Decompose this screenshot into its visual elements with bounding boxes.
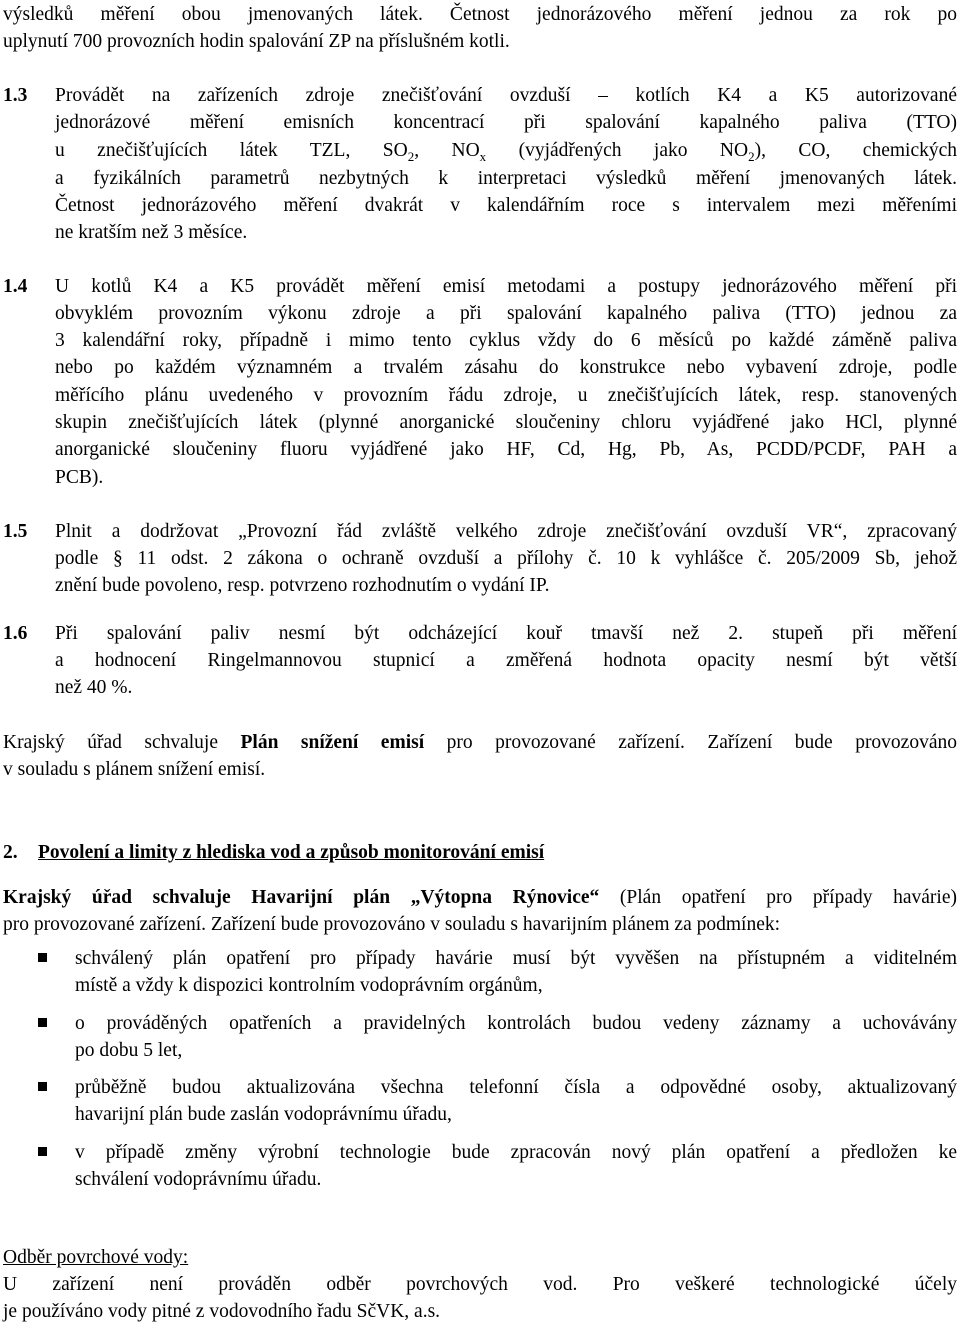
text: u znečišťujících látek TZL, SO — [55, 140, 408, 161]
subscript: 2 — [407, 149, 415, 164]
text: pro provozované zařízení. Zařízení bude provozováno — [424, 732, 957, 753]
text-line — [75, 1139, 957, 1166]
text-line — [75, 1037, 957, 1064]
text-line — [55, 436, 957, 463]
plan-title: Plán snížení emisí — [240, 732, 425, 753]
text: U zařízení není prováděn odběr povrchových vod. Pro veškeré technologické účely — [3, 1274, 957, 1295]
text: o prováděných opatřeních a pravidelných kontrolách budou vedeny záznamy a uchovávány — [75, 1013, 957, 1034]
water-paragraph-end — [3, 1298, 957, 1325]
text: PCB). — [55, 467, 104, 488]
text-line — [55, 382, 957, 409]
text-line — [55, 137, 957, 164]
item-number: 1.6 — [3, 623, 28, 644]
approval-paragraph-end — [3, 756, 957, 783]
text: v případě změny výrobní technologie bude zpracován nový plán opatření a předložen ke — [75, 1142, 957, 1163]
text-line — [55, 273, 957, 300]
item-number: 1.4 — [3, 276, 28, 297]
section-title: Povolení a limity z hlediska vod a způsob monitorování emisí — [38, 842, 545, 863]
item-number: 1.3 — [3, 85, 28, 106]
text: měřícího plánu uvedeného v provozním řádu zdroje, u znečišťujících látek, resp. stanovených — [55, 385, 957, 406]
text-line — [75, 1166, 957, 1193]
text-line — [55, 464, 957, 491]
subscript: 2 — [748, 149, 755, 164]
subscript: x — [479, 149, 487, 164]
approval-paragraph — [3, 729, 957, 756]
text: je používáno vody pitné z vodovodního řadu SčVK, a.s. — [3, 1301, 441, 1322]
square-bullet-icon — [38, 1018, 47, 1027]
text: havarijní plán bude zaslán vodoprávnímu úřadu, — [75, 1104, 452, 1125]
text-line — [55, 82, 957, 109]
text: po dobu 5 let, — [75, 1040, 183, 1061]
text-line — [75, 1010, 957, 1037]
text: v souladu s plánem snížení emisí. — [3, 759, 266, 780]
text: ), CO, chemických — [754, 140, 958, 161]
text: a hodnocení Ringelmannovou stupnicí a změřená hodnota opacity nesmí být větší — [55, 650, 957, 671]
square-bullet-icon — [38, 953, 47, 962]
text-line — [55, 165, 957, 192]
emergency-plan-title: Krajský úřad schvaluje Havarijní plán „Výtopna Rýnovice“ — [3, 887, 600, 908]
item-number: 1.5 — [3, 521, 28, 542]
text: skupin znečišťujících látek (plynné anorganické sloučeniny chloru vyjádřené jako HCl, plynné — [55, 412, 957, 433]
text: průběžně budou aktualizována všechna telefonní čísla a odpovědné osoby, aktualizovaný — [75, 1077, 957, 1098]
text-line — [75, 945, 957, 972]
text: anorganické sloučeniny fluoru vyjádřené jako HF, Cd, Hg, Pb, As, PCDD/PCDF, PAH a — [55, 439, 957, 460]
text: pro provozované zařízení. Zařízení bude provozováno v souladu s havarijním plánem za podmínek: — [3, 914, 781, 935]
text: místě a vždy k dispozici kontrolním vodoprávním orgánům, — [75, 975, 543, 996]
text: podle § 11 odst. 2 zákona o ochraně ovzduší a přílohy č. 10 k vyhlášce č. 205/2009 Sb, jehož — [55, 548, 957, 569]
text-line — [55, 109, 957, 136]
text-line — [75, 1101, 957, 1128]
text-line — [55, 409, 957, 436]
text: (vyjádřených jako NO — [486, 140, 749, 161]
text: Při spalování paliv nesmí být odcházející kouř tmavší než 2. stupeň při měření — [55, 623, 957, 644]
text-line: výsledků měření obou jmenovaných látek. Četnost jednorázového měření jednou za rok po — [3, 4, 957, 25]
emergency-plan-paragraph-end — [3, 911, 957, 938]
text: jednorázové měření emisních koncentrací při spalování kapalného paliva (TTO) — [55, 112, 957, 133]
water-paragraph — [3, 1271, 957, 1298]
text-line — [55, 327, 957, 354]
text: znění bude povoleno, resp. potvrzeno rozhodnutím o vydání IP. — [55, 575, 550, 596]
text: schválení vodoprávnímu úřadu. — [75, 1169, 322, 1190]
text: , NO — [414, 140, 480, 161]
text-line — [55, 219, 957, 246]
text-line — [55, 518, 957, 545]
water-heading — [3, 1244, 957, 1271]
text-line — [75, 1074, 957, 1101]
text: Krajský úřad schvaluje — [3, 732, 241, 753]
text-line — [75, 972, 957, 999]
square-bullet-icon — [38, 1082, 47, 1091]
text: nebo po každém významném a trvalém zásahu do konstrukce nebo vybavení zdroje, podle — [55, 357, 957, 378]
text-line — [55, 545, 957, 572]
text: a fyzikálních parametrů nezbytných k interpretaci výsledků měření jmenovaných látek. — [55, 168, 957, 189]
text-line — [55, 354, 957, 381]
paragraph-continuation-end — [3, 28, 957, 55]
text: U kotlů K4 a K5 provádět měření emisí metodami a postupy jednorázového měření při — [55, 276, 957, 297]
text-line — [55, 620, 957, 647]
text: ne kratším než 3 měsíce. — [55, 222, 248, 243]
text: obvyklém provozním výkonu zdroje a při spalování kapalného paliva (TTO) jednou za — [55, 303, 957, 324]
text-line: uplynutí 700 provozních hodin spalování ZP na příslušném kotli. — [3, 31, 510, 52]
emergency-plan-paragraph — [3, 884, 957, 911]
text: schválený plán opatření pro případy havárie musí být vyvěšen na přístupném a viditelném — [75, 948, 957, 969]
text-line — [55, 300, 957, 327]
section-heading — [38, 839, 940, 866]
text: Provádět na zařízeních zdroje znečišťování ovzduší – kotlích K4 a K5 autorizované — [55, 85, 957, 106]
text: (Plán opatření pro případy havárie) — [599, 887, 957, 908]
text: Plnit a dodržovat „Provozní řád zvláště velkého zdroje znečišťování ovzduší VR“, zpracovaný — [55, 521, 957, 542]
text-line — [55, 647, 957, 674]
square-bullet-icon — [38, 1147, 47, 1156]
text: Četnost jednorázového měření dvakrát v kalendářním roce s intervalem mezi měřeními — [55, 195, 957, 216]
section-number: 2. — [3, 842, 18, 863]
text: 3 kalendářní roky, případně i mimo tento cyklus vždy do 6 měsíců po každé záměně paliva — [55, 330, 957, 351]
text-line — [55, 674, 957, 701]
paragraph-continuation — [3, 1, 957, 28]
text-line — [55, 192, 957, 219]
text: než 40 %. — [55, 677, 133, 698]
heading-text: Odběr povrchové vody: — [3, 1247, 189, 1268]
text-line — [55, 572, 957, 599]
